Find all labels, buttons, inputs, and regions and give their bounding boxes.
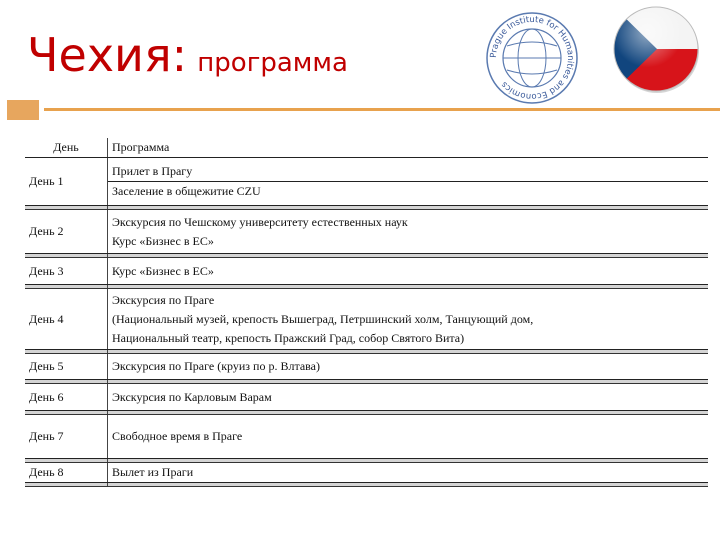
program-line: Экскурсия по Чешскому университету естественных наук [112,214,408,229]
day-cell: День 6 [25,384,108,411]
table-header-row [25,138,708,158]
program-line: Национальный театр, крепость Пражский Град, собор Святого Вита) [112,330,465,345]
table-row [25,463,708,483]
table-row [25,210,708,254]
day-cell: День 5 [25,354,108,380]
program-line: Прилет в Прагу [108,162,708,182]
program-line: Курс «Бизнес в ЕС» [112,233,214,248]
program-line: Экскурсия по Праге [112,292,215,307]
day-cell: День 7 [25,415,108,459]
program-line: Экскурсия по Карловым Варам [112,389,272,404]
header-program: Программа [108,138,709,158]
day-cell: День 2 [25,210,108,254]
program-line: (Национальный музей, крепость Вышеград, Петршинский холм, Танцующий дом, [112,311,534,326]
program-table [25,138,708,487]
day-cell: День 8 [25,463,108,483]
table-row [25,258,708,285]
accent-square [7,100,39,120]
table-row [25,289,708,350]
table-row [25,354,708,380]
program-line: Вылет из Праги [112,465,194,479]
accent-line [44,108,720,111]
title-program: программа [197,48,348,78]
program-line: Свободное время в Праге [112,429,243,443]
header-day: День [25,138,108,158]
page-title [27,28,348,82]
czech-flag-icon [611,4,701,94]
program-line: Экскурсия по Праге (круиз по р. Влтава) [112,359,321,373]
institute-logo-icon [484,10,580,106]
table-row [25,384,708,411]
day-cell: День 4 [25,289,108,350]
table-row [25,158,708,206]
program-line: Заселение в общежитие CZU [112,184,261,198]
program-line: Курс «Бизнес в ЕС» [112,263,214,278]
day-cell: День 3 [25,258,108,285]
table-row [25,415,708,459]
svg-text:Prague Institute for Humanitie: Prague Institute for Humanities and Economics [488,14,576,102]
day-cell: День 1 [25,158,108,206]
title-country: Чехия: [27,28,188,82]
